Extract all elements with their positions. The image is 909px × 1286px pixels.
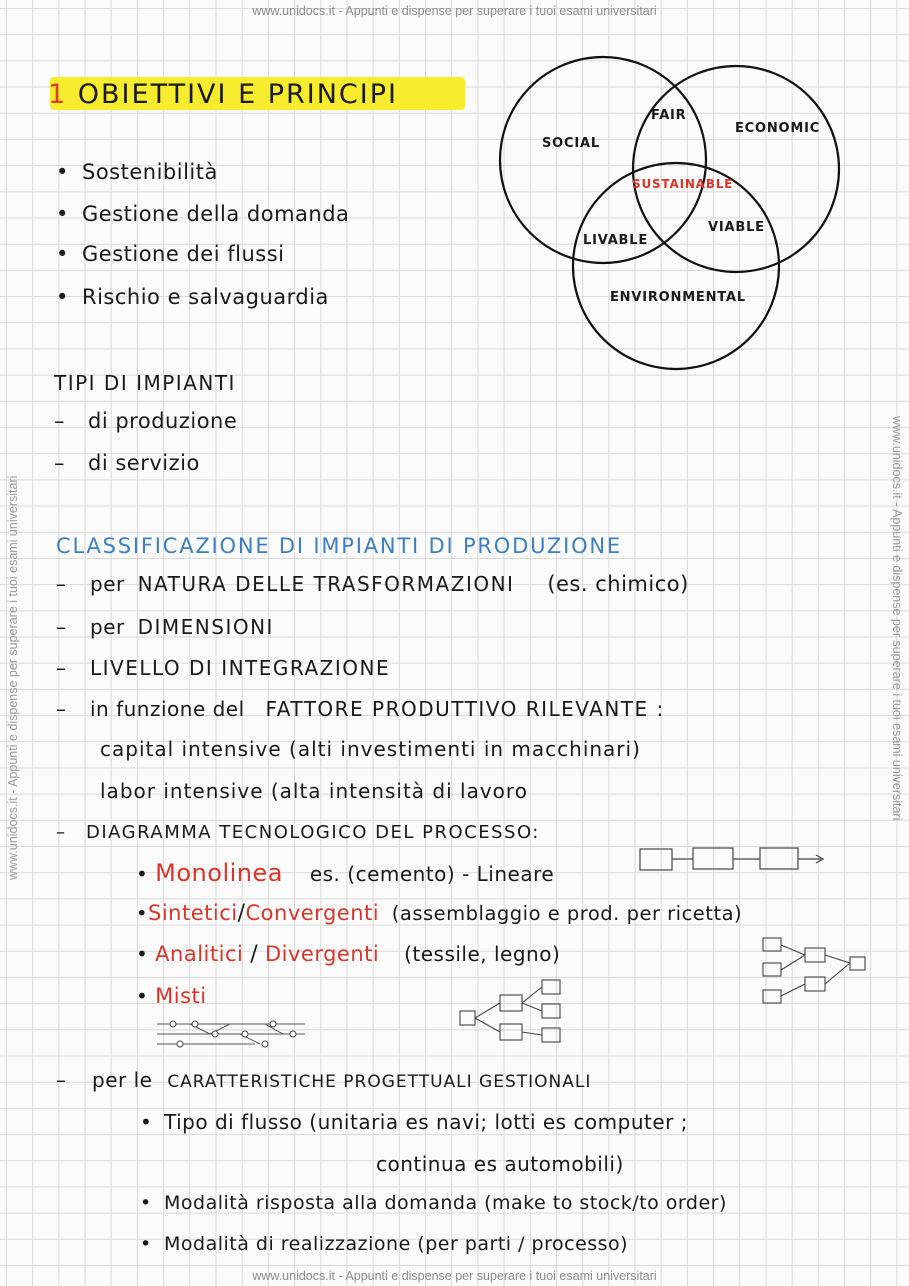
management-heading: – per le CARATTERISTICHE PROGETTUALI GESTIONALI: [56, 1068, 592, 1092]
diagram-type-sintetici: •Sintetici/Convergenti (assemblaggio e prod. per ricetta): [136, 901, 743, 926]
objective-item: • Gestione dei flussi: [56, 242, 285, 266]
objective-item: • Sostenibilità: [56, 160, 218, 184]
page-title: [48, 79, 398, 110]
watermark-bottom: www.unidocs.it - Appunti e dispense per superare i tuoi esami universitari: [252, 1269, 657, 1283]
flow-type-item: • Tipo di flusso (unitaria es navi; lotti es computer ;: [140, 1110, 688, 1134]
title-number: 1: [48, 79, 68, 110]
sustainability-venn-diagram: [495, 30, 850, 375]
mixed-process-sketch: [155, 1016, 310, 1052]
classification-item: – in funzione del FATTORE PRODUTTIVO RILEVANTE :: [56, 697, 665, 721]
venn-label-environmental: ENVIRONMENTAL: [610, 290, 746, 305]
venn-label-fair: FAIR: [651, 108, 687, 123]
labor-intensive-note: labor intensive (alta intensità di lavoro: [100, 779, 528, 803]
environmental-circle: [573, 163, 779, 369]
venn-label-viable: VIABLE: [708, 220, 765, 235]
diagram-type-misti: • Misti: [136, 984, 207, 1008]
venn-label-social: SOCIAL: [542, 136, 600, 151]
divergent-process-sketch: [458, 978, 568, 1053]
watermark-left: www.unidocs.it - Appunti e dispense per superare i tuoi esami universitari: [6, 475, 20, 880]
title-text: OBIETTIVI E PRINCIPI: [77, 79, 398, 110]
plant-types-heading: TIPI DI IMPIANTI: [54, 371, 236, 395]
diagram-type-monolinea: • Monolinea es. (cemento) - Lineare: [136, 859, 555, 887]
convergent-process-sketch: [760, 935, 870, 1010]
venn-label-economic: ECONOMIC: [735, 121, 821, 136]
objective-item: • Rischio e salvaguardia: [56, 285, 329, 309]
economic-circle: [633, 66, 839, 272]
classification-heading: CLASSIFICAZIONE DI IMPIANTI DI PRODUZIONE: [56, 534, 622, 558]
objective-item: • Gestione della domanda: [56, 202, 350, 226]
realization-item: • Modalità di realizzazione (per parti / processo): [140, 1233, 629, 1255]
venn-label-sustainable: SUSTAINABLE: [632, 177, 734, 191]
diagram-type-analitici: • Analitici / Divergenti (tessile, legno): [136, 942, 561, 967]
flow-type-continuation: continua es automobili): [376, 1152, 624, 1176]
diagram-heading: – DIAGRAMMA TECNOLOGICO DEL PROCESSO:: [56, 822, 540, 843]
venn-label-livable: LIVABLE: [583, 233, 649, 248]
classification-item: – LIVELLO DI INTEGRAZIONE: [56, 656, 391, 680]
linear-process-sketch: [638, 845, 828, 875]
watermark-top: www.unidocs.it - Appunti e dispense per superare i tuoi esami universitari: [252, 4, 657, 18]
watermark-right: www.unidocs.it - Appunti e dispense per superare i tuoi esami universitari: [890, 416, 904, 821]
plant-type-item: – di servizio: [54, 451, 200, 475]
capital-intensive-note: capital intensive (alti investimenti in macchinari): [100, 737, 641, 761]
classification-item: – per NATURA DELLE TRASFORMAZIONI (es. chimico): [56, 572, 689, 596]
classification-item: – per DIMENSIONI: [56, 615, 274, 639]
plant-type-item: – di produzione: [54, 409, 238, 433]
demand-response-item: • Modalità risposta alla domanda (make to stock/to order): [140, 1192, 727, 1214]
